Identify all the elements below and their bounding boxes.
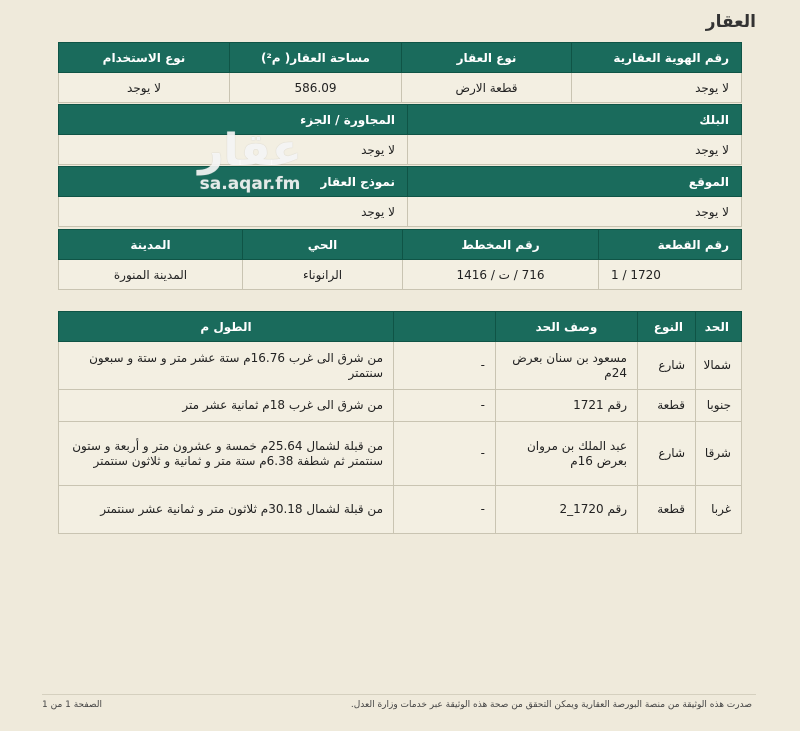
value-location: لا يوجد	[408, 197, 742, 227]
boundary-length: من شرق الى غرب 16.76م ستة عشر متر و ستة و سبعون سنتمتر	[59, 342, 394, 390]
boundary-description: رقم 1721	[496, 390, 638, 422]
boundary-dash: -	[394, 390, 496, 422]
value-property-area: 586.09	[230, 73, 402, 103]
boundary-type: شارع	[638, 422, 696, 486]
boundary-dash: -	[394, 486, 496, 534]
header-usage-type: نوع الاستخدام	[59, 43, 230, 73]
footer-notice: صدرت هذه الوثيقة من منصة البورصة العقارية ويمكن التحقق من صحة هذه الوثيقة عبر خدمات وزارة العدل.	[350, 700, 752, 710]
boundary-side: غربا	[696, 486, 742, 534]
value-neighborhood-part: لا يوجد	[59, 135, 408, 165]
value-property-model: لا يوجد	[59, 197, 408, 227]
value-plan-number: 716 / ت / 1416	[403, 260, 599, 290]
header-boundary-side: الحد	[696, 312, 742, 342]
header-block: البلك	[408, 105, 742, 135]
header-property-id: رقم الهوية العقارية	[572, 43, 742, 73]
value-usage-type: لا يوجد	[59, 73, 230, 103]
value-block: لا يوجد	[408, 135, 742, 165]
header-city: المدينة	[59, 230, 243, 260]
table-row	[59, 422, 742, 486]
value-plot-number: 1720 / 1	[599, 260, 742, 290]
value-property-id: لا يوجد	[572, 73, 742, 103]
aqar-watermark	[160, 125, 340, 218]
boundary-description: رقم 1720_2	[496, 486, 638, 534]
header-boundary-description: وصف الحد	[496, 312, 638, 342]
boundary-side: شمالا	[696, 342, 742, 390]
header-boundary-type: النوع	[638, 312, 696, 342]
boundary-length: من قبلة لشمال 25.64م خمسة و عشرون متر و أربعة و ستون سنتمتر ثم شطفة 6.38م ستة متر و ثمانية و ثلاثون سنتمتر	[59, 422, 394, 486]
boundary-side: شرقا	[696, 422, 742, 486]
watermark-url: sa.aqar.fm	[199, 174, 301, 194]
header-district: الحي	[243, 230, 403, 260]
boundary-type: قطعة	[638, 390, 696, 422]
table-row	[59, 486, 742, 534]
watermark-logo: عقار	[198, 125, 302, 176]
value-property-type: قطعة الارض	[402, 73, 572, 103]
table-row	[59, 342, 742, 390]
header-boundary-blank	[394, 312, 496, 342]
property-table	[58, 42, 742, 103]
footer-divider	[42, 694, 756, 695]
plan-table	[58, 229, 742, 290]
header-location: الموقع	[408, 167, 742, 197]
section-title: العقار	[705, 12, 756, 32]
header-boundary-length: الطول م	[59, 312, 394, 342]
boundary-type: قطعة	[638, 486, 696, 534]
value-district: الرانوناء	[243, 260, 403, 290]
page-number: الصفحة 1 من 1	[42, 700, 102, 710]
header-property-area: مساحة العقار( م²)	[230, 43, 402, 73]
table-row	[59, 390, 742, 422]
boundaries-table	[58, 311, 742, 534]
boundary-length: من قبلة لشمال 30.18م ثلاثون متر و ثمانية عشر سنتمتر	[59, 486, 394, 534]
header-neighborhood-part: المجاورة / الجزء	[59, 105, 408, 135]
boundary-length: من شرق الى غرب 18م ثمانية عشر متر	[59, 390, 394, 422]
header-plot-number: رقم القطعة	[599, 230, 742, 260]
boundary-description: عبد الملك بن مروان بعرض 16م	[496, 422, 638, 486]
header-property-type: نوع العقار	[402, 43, 572, 73]
boundary-type: شارع	[638, 342, 696, 390]
value-city: المدينة المنورة	[59, 260, 243, 290]
boundary-side: جنوبا	[696, 390, 742, 422]
header-property-model: نموذج العقار	[59, 167, 408, 197]
header-plan-number: رقم المخطط	[403, 230, 599, 260]
boundary-dash: -	[394, 422, 496, 486]
boundary-dash: -	[394, 342, 496, 390]
boundary-description: مسعود بن سنان بعرض 24م	[496, 342, 638, 390]
